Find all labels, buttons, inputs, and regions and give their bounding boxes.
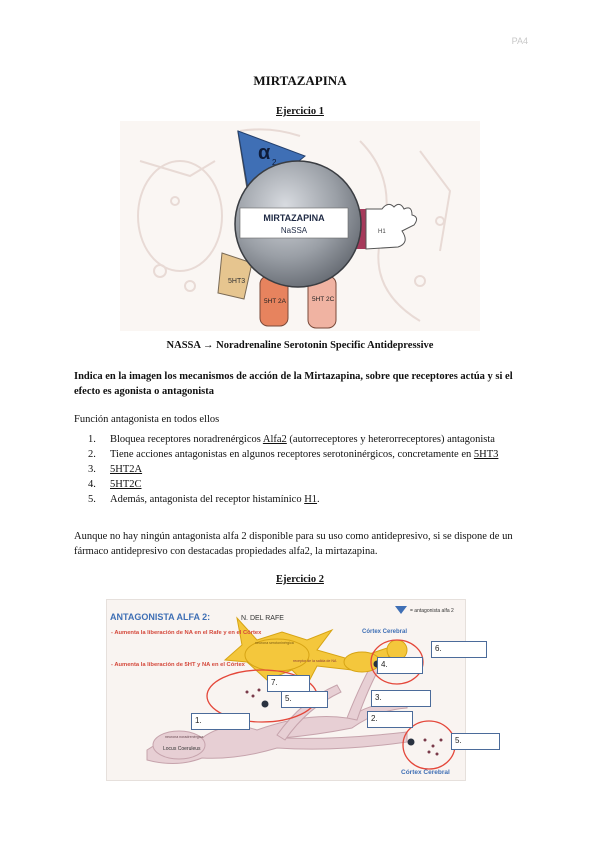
- answer-box-5-top[interactable]: 5.: [281, 691, 328, 708]
- answer-box-7[interactable]: 7.: [267, 675, 310, 692]
- answer-box-2[interactable]: 2.: [367, 711, 413, 728]
- answer-box-3[interactable]: 3.: [371, 690, 431, 707]
- exercise2-heading: Ejercicio 2: [276, 574, 324, 585]
- h1-label: H1: [378, 229, 386, 235]
- list-item: 3. 5HT2A: [88, 464, 143, 475]
- exercise1-instruction: Indica en la imagen los mecanismos de acción de la Mirtazapina, sobre que receptores actúa y si el efecto es agonista o antagonista: [74, 371, 513, 397]
- 5ht2a-label: 5HT 2A: [264, 298, 286, 305]
- raphe-small-text: neurona serotoninérgica: [255, 641, 294, 645]
- locus-label: Locus Coeruleus: [163, 746, 201, 752]
- list-item: 1. Bloquea receptores noradrenérgicos Alfa2 (autorreceptores y heterorreceptores) antagonista: [88, 434, 495, 445]
- figure2-bullet2: - Aumenta la liberación de 5HT y NA en el Córtex: [111, 662, 245, 668]
- figure2-title: ANTAGONISTA ALFA 2:: [110, 612, 211, 622]
- legend-text: = antagonista alfa 2: [410, 608, 454, 614]
- figure2-bullet1: - Aumenta la liberación de NA en el Rafe y en el Córtex: [111, 630, 262, 636]
- lc-small-text: neurona noradrenérgica: [165, 735, 204, 739]
- answer-box-1[interactable]: 1.: [191, 713, 250, 730]
- cortex-top-label: Córtex Cerebral: [362, 629, 408, 635]
- drug-class: NaSSA: [280, 226, 308, 235]
- mechanism-list: [74, 432, 498, 507]
- list-item: 2. Tiene acciones antagonistas en algunos receptores serotoninérgicos, concretamente en 5HT3: [88, 449, 499, 460]
- 5ht3-label: 5HT3: [228, 278, 246, 285]
- receptor-diagram: [120, 121, 480, 331]
- page-number: PA4: [511, 36, 528, 46]
- nassa-caption: NASSA → Noradrenaline Serotonin Specific Antidepressive: [166, 340, 434, 351]
- page-title: MIRTAZAPINA: [253, 73, 347, 88]
- raphe-label: N. DEL RAFE: [241, 615, 284, 622]
- mirtazapine-receptor-figure: [120, 121, 480, 331]
- function-text: Función antagonista en todos ellos: [74, 414, 220, 425]
- answer-box-4[interactable]: 4.: [377, 657, 423, 674]
- 5ht2c-label: 5HT 2C: [312, 296, 335, 303]
- alpha2-paragraph: Aunque no hay ningún antagonista alfa 2 disponible para su uso como antidepresivo, si se dispone de un fármaco antidepresivo con destacadas propiedades alfa2, la mirtazapina.: [74, 531, 513, 557]
- legend-flag-icon: [395, 606, 407, 614]
- exercise1-heading: Ejercicio 1: [276, 106, 324, 117]
- drug-name: MIRTAZAPINA: [263, 213, 325, 223]
- answer-box-6[interactable]: 6.: [431, 641, 487, 658]
- answer-box-5-bottom[interactable]: 5.: [451, 733, 500, 750]
- center-small-text: receptor de la salida de NA: [293, 659, 337, 663]
- alpha2-symbol: α: [258, 142, 271, 164]
- list-item: 5. Además, antagonista del receptor histamínico H1.: [88, 494, 320, 505]
- alpha2-subscript: 2: [272, 158, 277, 167]
- list-item: 4. 5HT2C: [88, 479, 142, 490]
- cortex-bottom-label: Córtex Cerebral: [401, 769, 450, 776]
